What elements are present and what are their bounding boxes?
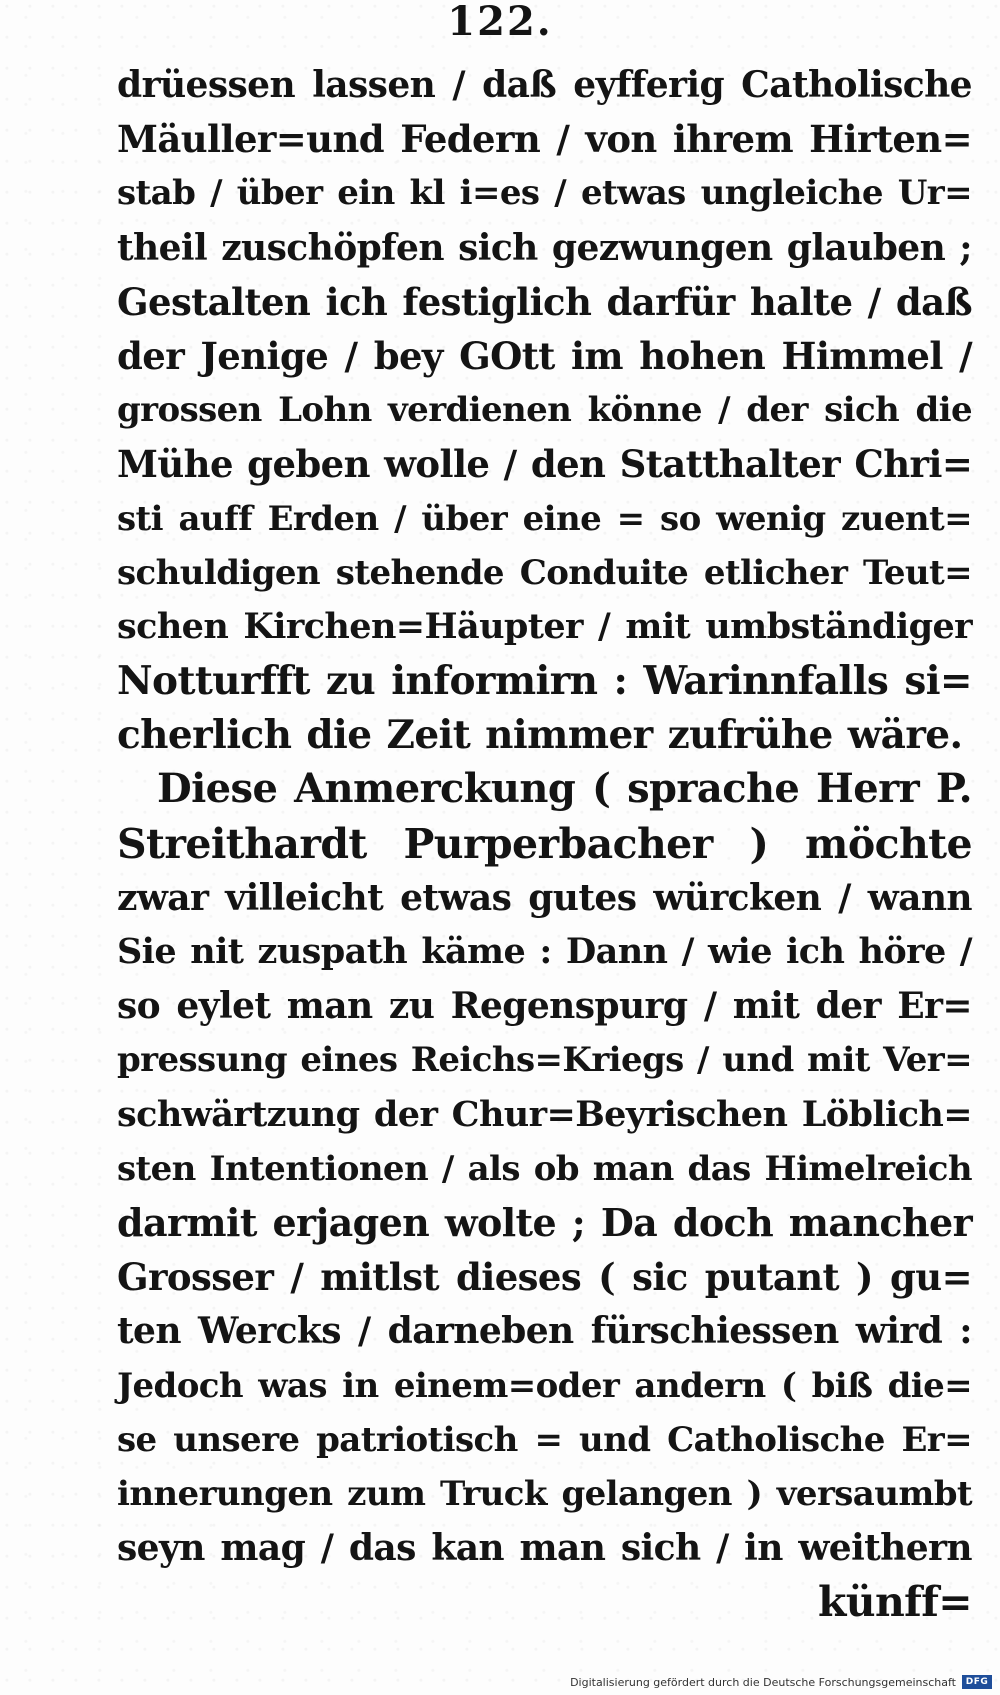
text-line-28: seyn mag / das kan man sich / in weithern: [117, 1527, 972, 1570]
catchword: künff=: [817, 1578, 972, 1627]
text-line-6: der Jenige / bey GOtt im hohen Himmel /: [117, 333, 972, 378]
text-line-8: Mühe geben wolle / den Statthalter Chri=: [117, 442, 973, 487]
dfg-logo: DFG: [962, 1675, 992, 1689]
text-line-13: cherlich die Zeit nimmer zufrühe wäre.: [117, 712, 963, 759]
text-line-21: sten Intentionen / als ob man das Himelreich: [117, 1148, 972, 1189]
text-line-23: Grosser / mitlst dieses ( sic putant ) gu=: [117, 1255, 972, 1300]
text-line-22: darmit erjagen wolte ; Da doch mancher: [117, 1199, 972, 1245]
text-line-15: Streithardt Purperbacher ) möchte: [117, 819, 972, 868]
digitization-credit: [570, 1675, 992, 1689]
text-line-9: sti auff Erden / über eine = so wenig zuent=: [117, 498, 972, 539]
text-line-24: ten Wercks / darneben fürschiessen wird :: [117, 1310, 972, 1353]
text-line-16: zwar villeicht etwas gutes würcken / wann: [117, 876, 972, 919]
page-number: 122.: [447, 0, 553, 45]
text-line-20: schwärtzung der Chur=Beyrischen Löblich=: [117, 1093, 972, 1135]
text-line-25: Jedoch was in einem=oder andern ( biß die=: [117, 1365, 972, 1406]
text-line-11: schen Kirchen=Häupter / mit umbständiger: [117, 605, 972, 647]
text-line-4: theil zuschöpfen sich gezwungen glauben ;: [117, 226, 972, 269]
text-line-19: pressung eines Reichs=Kriegs / und mit Ver=: [117, 1040, 972, 1081]
text-line-12: Notturfft zu informirn : Warinnfalls si=: [117, 658, 972, 705]
text-line-2: Mäuller=und Federn / von ihrem Hirten=: [117, 117, 972, 162]
text-line-27: innerungen zum Truck gelangen ) versaumbt: [117, 1473, 972, 1514]
text-line-5: Gestalten ich festiglich darfür halte / daß: [117, 279, 972, 324]
text-line-14: Diese Anmerckung ( sprache Herr P.: [157, 765, 972, 813]
body-text: [117, 58, 972, 1629]
credit-text: Digitalisierung gefördert durch die Deutsche Forschungsgemeinschaft: [570, 1675, 956, 1689]
text-line-3: stab / über ein kl i=es / etwas ungleiche Ur=: [117, 173, 972, 214]
text-line-7: grossen Lohn verdienen könne / der sich die: [117, 390, 972, 431]
text-line-10: schuldigen stehende Conduite etlicher Teut=: [117, 552, 972, 593]
text-line-17: Sie nit zuspath käme : Dann / wie ich höre /: [117, 931, 972, 972]
text-line-26: se unsere patriotisch = und Catholische Er=: [117, 1419, 972, 1460]
text-line-18: so eylet man zu Regenspurg / mit der Er=: [117, 985, 972, 1028]
text-line-1: drüessen lassen / daß eyfferig Catholische: [117, 64, 972, 106]
